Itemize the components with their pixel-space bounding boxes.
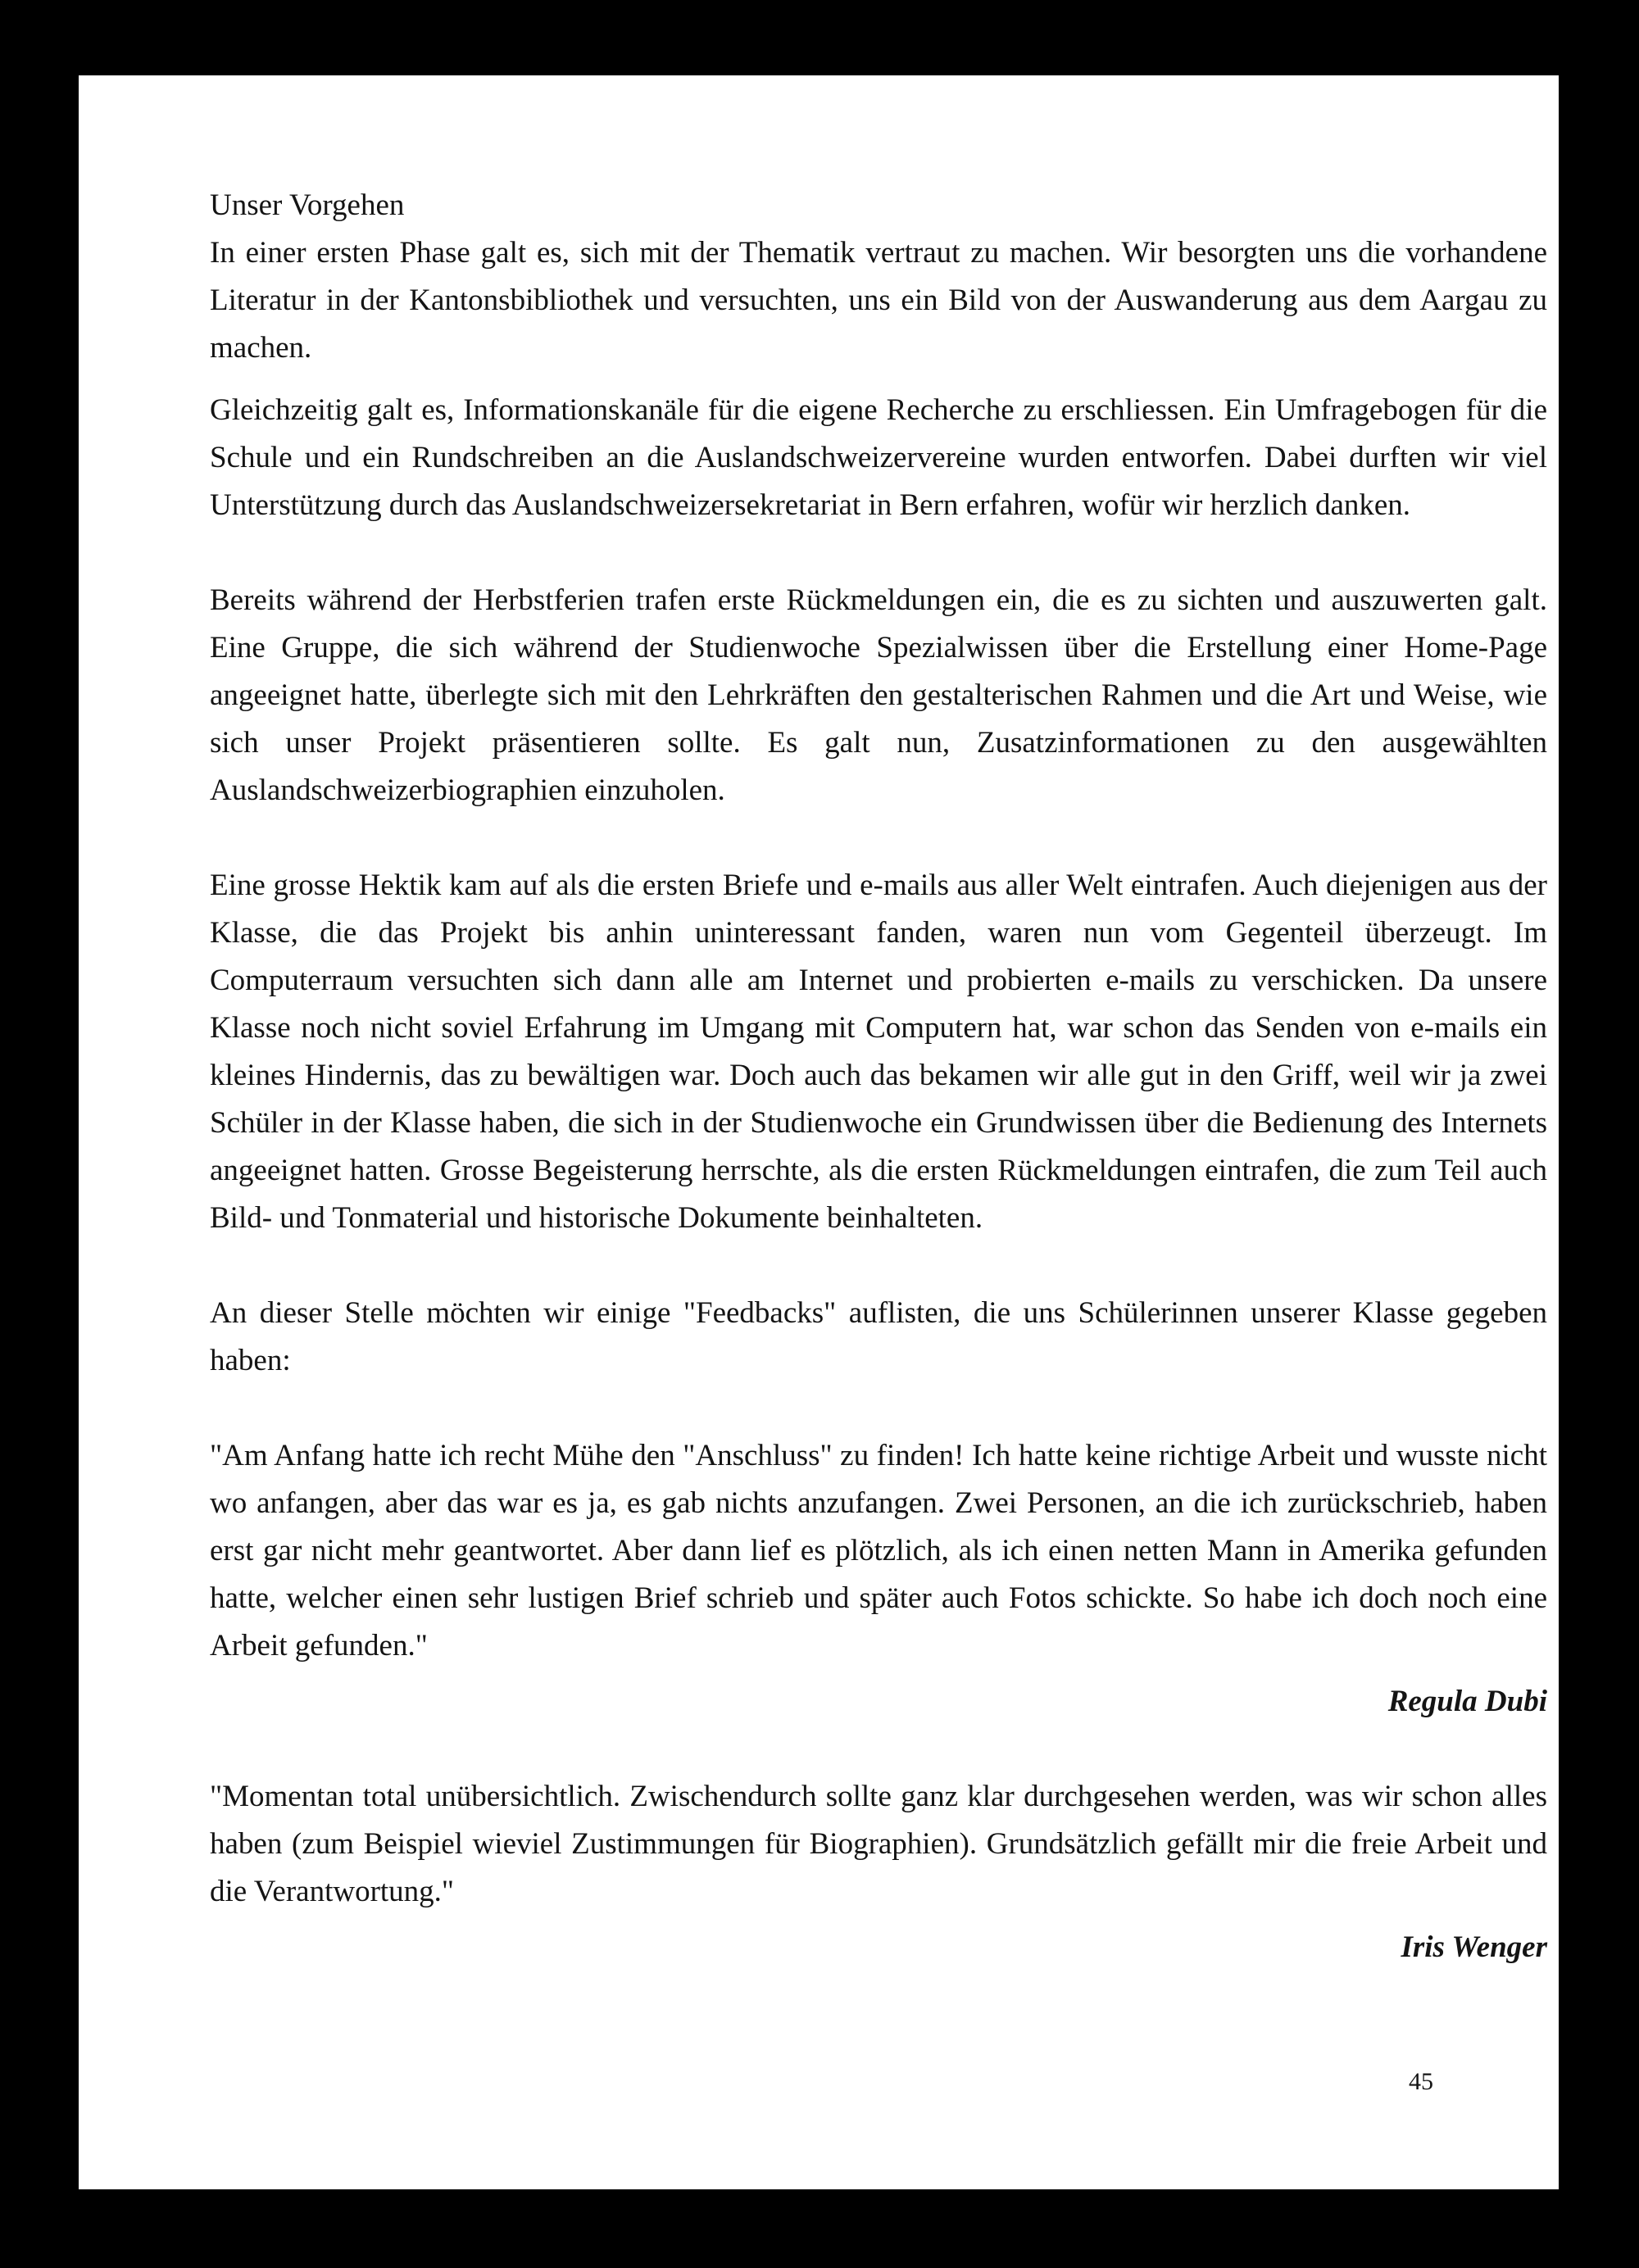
- quote-author-2: Iris Wenger: [1401, 1930, 1547, 1964]
- page-content: [210, 182, 1547, 1971]
- quote-text-2: "Momentan total unübersichtlich. Zwischendurch sollte ganz klar durchgesehen werden, was wir schon alles haben (zum Beispiel wieviel Zustimmungen für Biographien). Grundsätzlich gefällt mir die freie Arbeit und die Verantwortung.": [210, 1780, 1547, 1908]
- page-number: 45: [1409, 2068, 1433, 2095]
- paragraph-autumn: Bereits während der Herbstferien trafen erste Rückmeldungen ein, die es zu sichten und auszuwerten galt. Eine Gruppe, die sich während der Studienwoche Spezialwissen über die Erstellung einer Home-Page angeeignet hatte, überlegte sich mit den Lehrkräften den gestalterischen Rahmen und die Art und Weise, wie sich unser Projekt präsentieren sollte. Es galt nun, Zusatzinformationen zu den ausgewählten Auslandschweizerbiographien einzuholen.: [210, 583, 1547, 807]
- section-heading: Unser Vorgehen: [210, 188, 405, 222]
- paragraph-hektik: Eine grosse Hektik kam auf als die ersten Briefe und e-mails aus aller Welt eintrafen. Auch diejenigen aus der Klasse, die das Projekt bis anhin uninteressant fanden, waren nun vom Gegenteil überzeugt. Im Computerraum versuchten sich dann alle am Internet und probierten e-mails zu verschicken. Da unsere Klasse noch nicht soviel Erfahrung im Umgang mit Computern hat, war schon das Senden von e-mails ein kleines Hindernis, das zu bewältigen war. Doch auch das bekamen wir alle gut in den Griff, weil wir ja zwei Schüler in der Klasse haben, die sich in der Studienwoche ein Grundwissen über die Bedienung des Internets angeeignet hatten. Grosse Begeisterung herrschte, als die ersten Rückmeldungen eintrafen, die zum Teil auch Bild- und Tonmaterial und historische Dokumente beinhalteten.: [210, 869, 1547, 1235]
- document-page: [79, 75, 1559, 2189]
- paragraph-channels: Gleichzeitig galt es, Informationskanäle für die eigene Recherche zu erschliessen. Ein Umfragebogen für die Schule und ein Rundschreiben an die Auslandschweizervereine wurden entworfen. Dabei durften wir viel Unterstützung durch das Auslandschweizersekretariat in Bern erfahren, wofür wir herzlich danken.: [210, 393, 1547, 522]
- paragraph-intro: In einer ersten Phase galt es, sich mit der Thematik vertraut zu machen. Wir besorgten uns die vorhandene Literatur in der Kantonsbibliothek und versuchten, uns ein Bild von der Auswanderung aus dem Aargau zu machen.: [210, 236, 1547, 365]
- paragraph-feedback-intro: An dieser Stelle möchten wir einige "Feedbacks" auflisten, die uns Schülerinnen unserer Klasse gegeben haben:: [210, 1296, 1547, 1377]
- quote-author-1: Regula Dubi: [1387, 1685, 1547, 1718]
- quote-text-1: "Am Anfang hatte ich recht Mühe den "Anschluss" zu finden! Ich hatte keine richtige Arbeit und wusste nicht wo anfangen, aber das war es ja, es gab nichts anzufangen. Zwei Personen, an die ich zurückschrieb, haben erst gar nicht mehr geantwortet. Aber dann lief es plötzlich, als ich einen netten Mann in Amerika gefunden hatte, welcher einen sehr lustigen Brief schrieb und später auch Fotos schickte. So habe ich doch noch eine Arbeit gefunden.": [210, 1439, 1547, 1662]
